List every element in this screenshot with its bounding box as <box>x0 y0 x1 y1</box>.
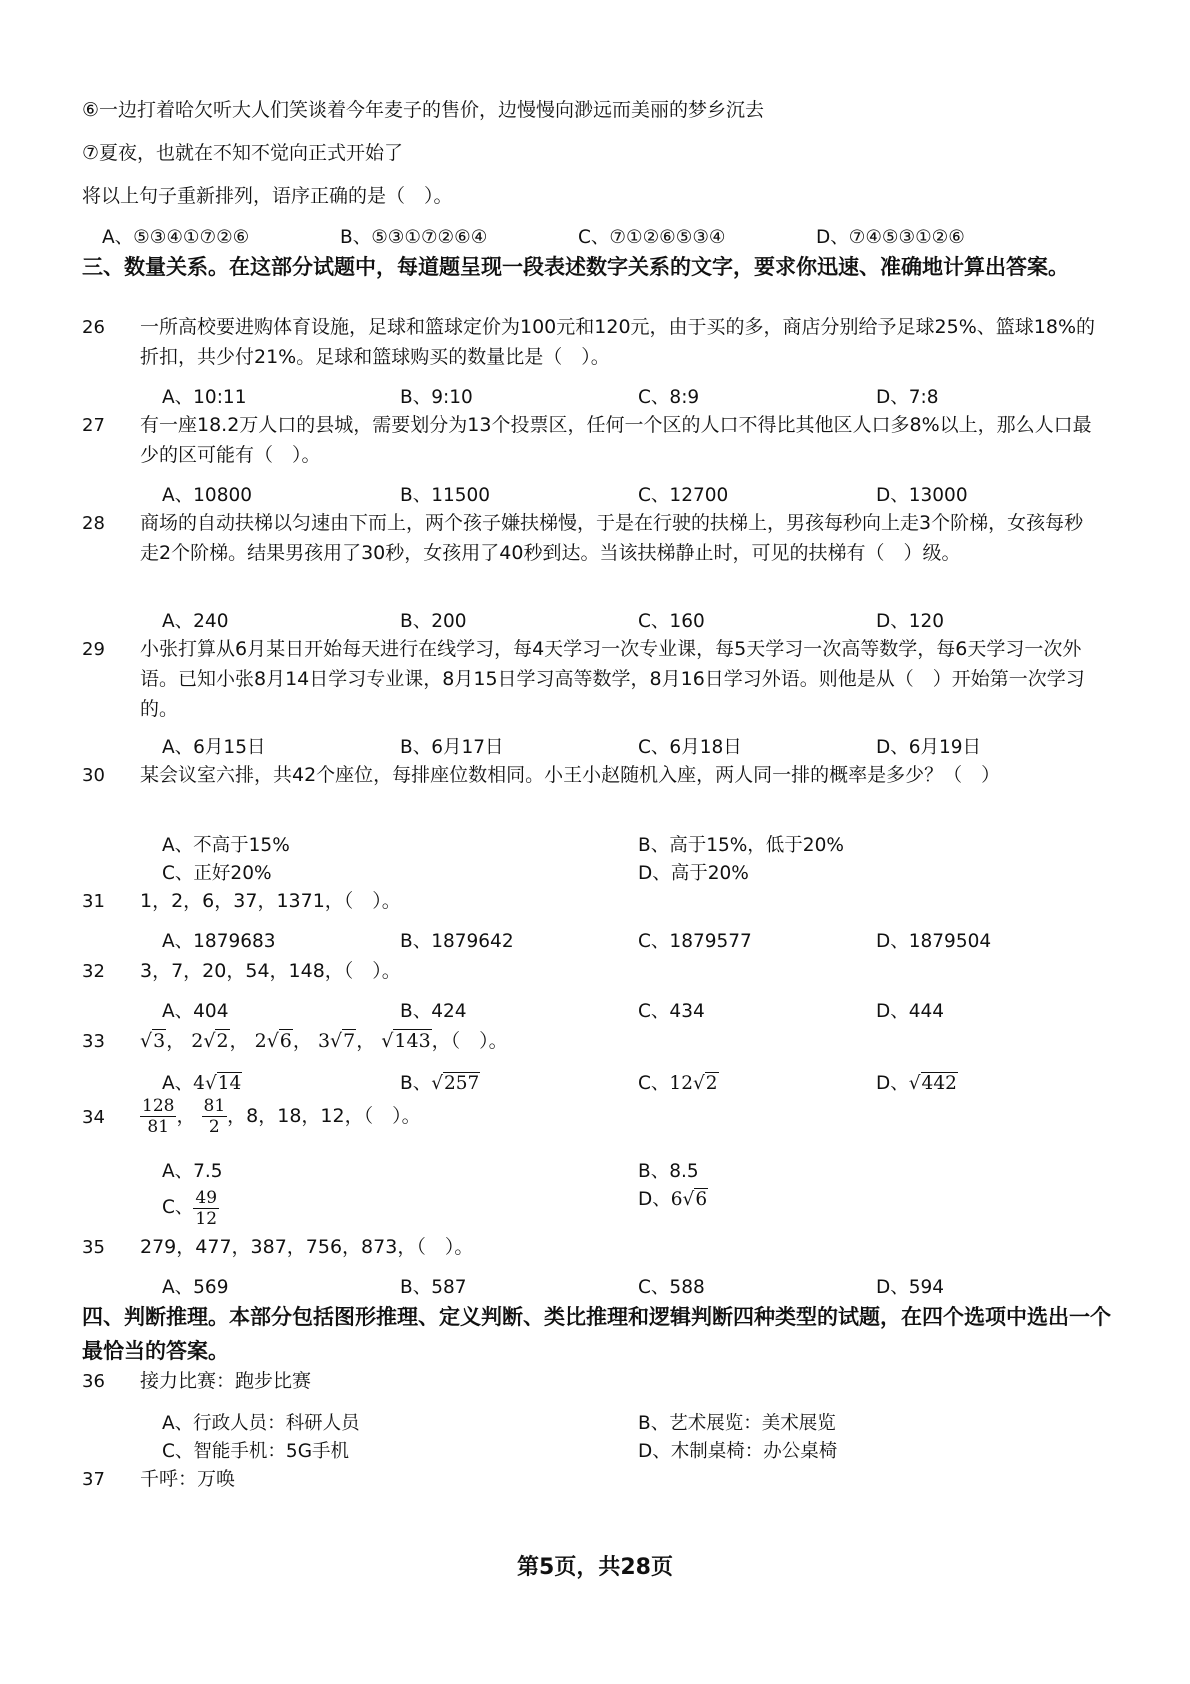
q33-number: 33 <box>82 1031 105 1052</box>
q28-option-d[interactable]: D、120 <box>876 611 945 632</box>
q35-option-a[interactable]: A、569 <box>162 1277 229 1298</box>
q33-option-d[interactable]: D、√442 <box>876 1073 957 1094</box>
q35-text: 279，477，387，756，873，（ ）。 <box>140 1236 474 1258</box>
q25-option-a[interactable]: A、⑤③④①⑦②⑥ <box>102 227 250 248</box>
q33-option-a[interactable]: A、4√14 <box>162 1073 242 1094</box>
q31-option-d[interactable]: D、1879504 <box>876 931 992 952</box>
q26-option-c[interactable]: C、8:9 <box>638 387 700 408</box>
q34-option-b[interactable]: B、8.5 <box>638 1161 699 1182</box>
q33-option-c[interactable]: C、12√2 <box>638 1073 718 1094</box>
q31-option-a[interactable]: A、1879683 <box>162 931 276 952</box>
q31-option-b[interactable]: B、1879642 <box>400 931 514 952</box>
q28-number: 28 <box>82 513 105 534</box>
q30-option-b[interactable]: B、高于15%，低于20% <box>638 835 844 856</box>
q34-text: $\frac{128}{81}$ ， $\frac{81}{2}$ ，8，18，12，（ ）。 <box>142 1096 421 1137</box>
sqrt-term: √6 <box>266 1030 292 1052</box>
q32-number: 32 <box>82 961 105 982</box>
q31-option-c[interactable]: C、1879577 <box>638 931 752 952</box>
q27-option-c[interactable]: C、12700 <box>638 485 729 506</box>
q34-number: 34 <box>82 1107 105 1128</box>
fraction: $\frac{128}{81}$ <box>142 1096 175 1137</box>
fraction: $\frac{81}{2}$ <box>203 1096 226 1137</box>
q31-number: 31 <box>82 891 105 912</box>
q28-option-c[interactable]: C、160 <box>638 611 705 632</box>
sqrt-term: √143 <box>381 1030 431 1052</box>
q32-option-d[interactable]: D、444 <box>876 1001 945 1022</box>
sqrt-term: √7 <box>330 1030 356 1052</box>
q34-option-c[interactable]: C、 $\frac{49}{12}$ <box>162 1187 218 1229</box>
q29-option-d[interactable]: D、6月19日 <box>876 737 982 758</box>
q33-text: √3， 2√2， 2√6， 3√7， √143，（ ）。 <box>140 1026 508 1056</box>
q37-number: 37 <box>82 1469 105 1490</box>
q36-number: 36 <box>82 1371 105 1392</box>
q31-text: 1，2，6，37，1371，（ ）。 <box>140 890 401 912</box>
q36-option-a[interactable]: A、行政人员：科研人员 <box>162 1413 360 1434</box>
q35-option-b[interactable]: B、587 <box>400 1277 467 1298</box>
q32-option-c[interactable]: C、434 <box>638 1001 705 1022</box>
q28-option-b[interactable]: B、200 <box>400 611 467 632</box>
q28-option-a[interactable]: A、240 <box>162 611 229 632</box>
q30-text: 某会议室六排，共42个座位，每排座位数相同。小王小赵随机入座，两人同一排的概率是多少？（ ） <box>140 764 1001 786</box>
sentence-6: ⑥一边打着哈欠听大人们笑谈着今年麦子的售价，边慢慢向渺远而美丽的梦乡沉去 <box>82 99 765 121</box>
q25-stem: 将以上句子重新排列，语序正确的是（ ）。 <box>82 185 453 207</box>
q29-option-a[interactable]: A、6月15日 <box>162 737 266 758</box>
q27-option-b[interactable]: B、11500 <box>400 485 491 506</box>
q35-number: 35 <box>82 1237 105 1258</box>
q29-number: 29 <box>82 639 105 660</box>
q27-option-a[interactable]: A、10800 <box>162 485 253 506</box>
sentence-7: ⑦夏夜，也就在不知不觉向正式开始了 <box>82 142 404 164</box>
q27-option-d[interactable]: D、13000 <box>876 485 968 506</box>
q34-option-a[interactable]: A、7.5 <box>162 1161 223 1182</box>
q30-option-d[interactable]: D、高于20% <box>638 863 749 884</box>
q29-option-b[interactable]: B、6月17日 <box>400 737 504 758</box>
q26-text: 一所高校要进购体育设施，足球和篮球定价为100元和120元，由于买的多，商店分别给予足球25%、篮球18%的折扣，共少付21%。足球和篮球购买的数量比是（ ）。 <box>140 316 1095 368</box>
q25-option-d[interactable]: D、⑦④⑤③①②⑥ <box>816 227 965 248</box>
q37-text: 千呼：万唤 <box>140 1468 236 1490</box>
section-3-heading: 三、数量关系。在这部分试题中，每道题呈现一段表述数字关系的文字，要求你迅速、准确地计算出答案。 <box>82 255 1069 279</box>
q36-option-b[interactable]: B、艺术展览：美术展览 <box>638 1413 836 1434</box>
q30-option-a[interactable]: A、不高于15% <box>162 835 290 856</box>
sqrt-term: √3 <box>140 1030 166 1052</box>
q32-text: 3，7，20，54，148，（ ）。 <box>140 960 401 982</box>
q26-number: 26 <box>82 317 105 338</box>
q35-option-d[interactable]: D、594 <box>876 1277 945 1298</box>
q30-number: 30 <box>82 765 105 786</box>
q26-option-b[interactable]: B、9:10 <box>400 387 473 408</box>
q26-option-d[interactable]: D、7:8 <box>876 387 939 408</box>
q35-option-c[interactable]: C、588 <box>638 1277 705 1298</box>
q25-option-b[interactable]: B、⑤③①⑦②⑥④ <box>340 227 488 248</box>
q29-option-c[interactable]: C、6月18日 <box>638 737 742 758</box>
q26-option-a[interactable]: A、10:11 <box>162 387 247 408</box>
q29-text: 小张打算从6月某日开始每天进行在线学习，每4天学习一次专业课，每5天学习一次高等数学，每6天学习一次外语。已知小张8月14日学习专业课，8月15日学习高等数学，8月16日学习外语。则他是从（ ）开始第一次学习的。 <box>140 638 1085 720</box>
q27-text: 有一座18.2万人口的县城，需要划分为13个投票区，任何一个区的人口不得比其他区人口多8%以上，那么人口最少的区可能有（ ）。 <box>140 414 1092 466</box>
q32-option-b[interactable]: B、424 <box>400 1001 467 1022</box>
q25-option-c[interactable]: C、⑦①②⑥⑤③④ <box>578 227 726 248</box>
page-footer: 第5页，共28页 <box>517 1555 673 1580</box>
q28-text: 商场的自动扶梯以匀速由下而上，两个孩子嫌扶梯慢，于是在行驶的扶梯上，男孩每秒向上走3个阶梯，女孩每秒走2个阶梯。结果男孩用了30秒，女孩用了40秒到达。当该扶梯静止时，可见的扶梯有（ ）级。 <box>140 512 1084 564</box>
section-4-heading: 四、判断推理。本部分包括图形推理、定义判断、类比推理和逻辑判断四种类型的试题，在四个选项中选出一个最恰当的答案。 <box>82 1305 1111 1363</box>
q32-option-a[interactable]: A、404 <box>162 1001 229 1022</box>
q34-option-d[interactable]: D、6√6 <box>638 1189 708 1210</box>
q36-text: 接力比赛：跑步比赛 <box>140 1370 312 1392</box>
q36-option-d[interactable]: D、木制桌椅：办公桌椅 <box>638 1441 838 1462</box>
q27-number: 27 <box>82 415 105 436</box>
q36-option-c[interactable]: C、智能手机：5G手机 <box>162 1441 350 1462</box>
q30-option-c[interactable]: C、正好20% <box>162 863 272 884</box>
q33-option-b[interactable]: B、√257 <box>400 1073 480 1094</box>
sqrt-term: √2 <box>203 1030 229 1052</box>
